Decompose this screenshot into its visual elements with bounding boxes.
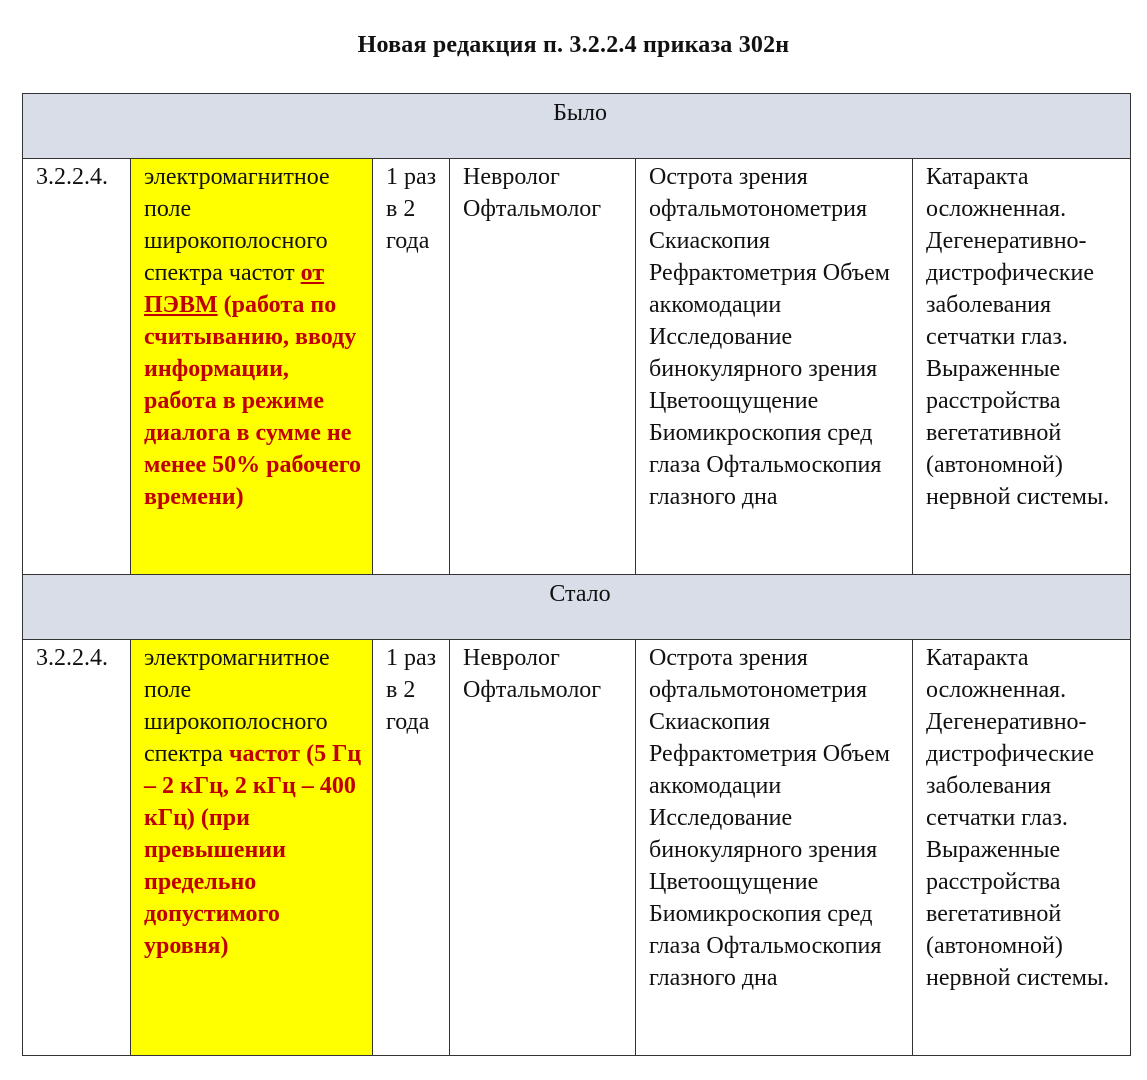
comparison-table [22, 93, 1131, 1056]
factor-plain-text: электромагнитное поле широкополосного спектра [144, 645, 330, 767]
item-code: 3.2.2.4. [23, 640, 131, 1056]
examinations: Острота зрения офтальмотонометрия Скиаскопия Рефрактометрия Объем аккомодации Исследование бинокулярного зрения Цветоощущение Биомикроскопия сред глаза Офтальмоскопия глазного дна [636, 159, 913, 575]
factor-description [131, 159, 373, 575]
exam-frequency: 1 раз в 2 года [373, 640, 450, 1056]
factor-highlighted-text: частот (5 Гц – 2 кГц, 2 кГц – 400 кГц) (при превышении предельно допустимого уровня) [144, 741, 362, 959]
section-header-after [23, 575, 1131, 640]
contraindications: Катаракта осложненная. Дегенеративно-дистрофические заболевания сетчатки глаз. Выраженные расстройства вегетативной (автономной) нервной системы. [913, 159, 1131, 575]
section-label-before: Было [23, 94, 1131, 159]
document-title: Новая редакция п. 3.2.2.4 приказа 302н [357, 32, 790, 58]
contraindications: Катаракта осложненная. Дегенеративно-дистрофические заболевания сетчатки глаз. Выраженные расстройства вегетативной (автономной) нервной системы. [913, 640, 1131, 1056]
factor-plain-text: электромагнитное поле широкополосного спектра частот [144, 164, 330, 286]
factor-description [131, 640, 373, 1056]
factor-underlined-text: от ПЭВМ [144, 260, 325, 318]
section-label-after: Стало [23, 575, 1131, 640]
table-row-before [23, 159, 1131, 575]
exam-frequency: 1 раз в 2 года [373, 159, 450, 575]
specialists: Невролог Офтальмолог [450, 159, 636, 575]
examinations: Острота зрения офтальмотонометрия Скиаскопия Рефрактометрия Объем аккомодации Исследование бинокулярного зрения Цветоощущение Биомикроскопия сред глаза Офтальмоскопия глазного дна [636, 640, 913, 1056]
item-code: 3.2.2.4. [23, 159, 131, 575]
section-header-before [23, 94, 1131, 159]
factor-highlighted-text: (работа по считыванию, вводу информации, работа в режиме диалога в сумме не менее 50% рабочего времени) [144, 292, 362, 510]
table-row-after [23, 640, 1131, 1056]
specialists: Невролог Офтальмолог [450, 640, 636, 1056]
